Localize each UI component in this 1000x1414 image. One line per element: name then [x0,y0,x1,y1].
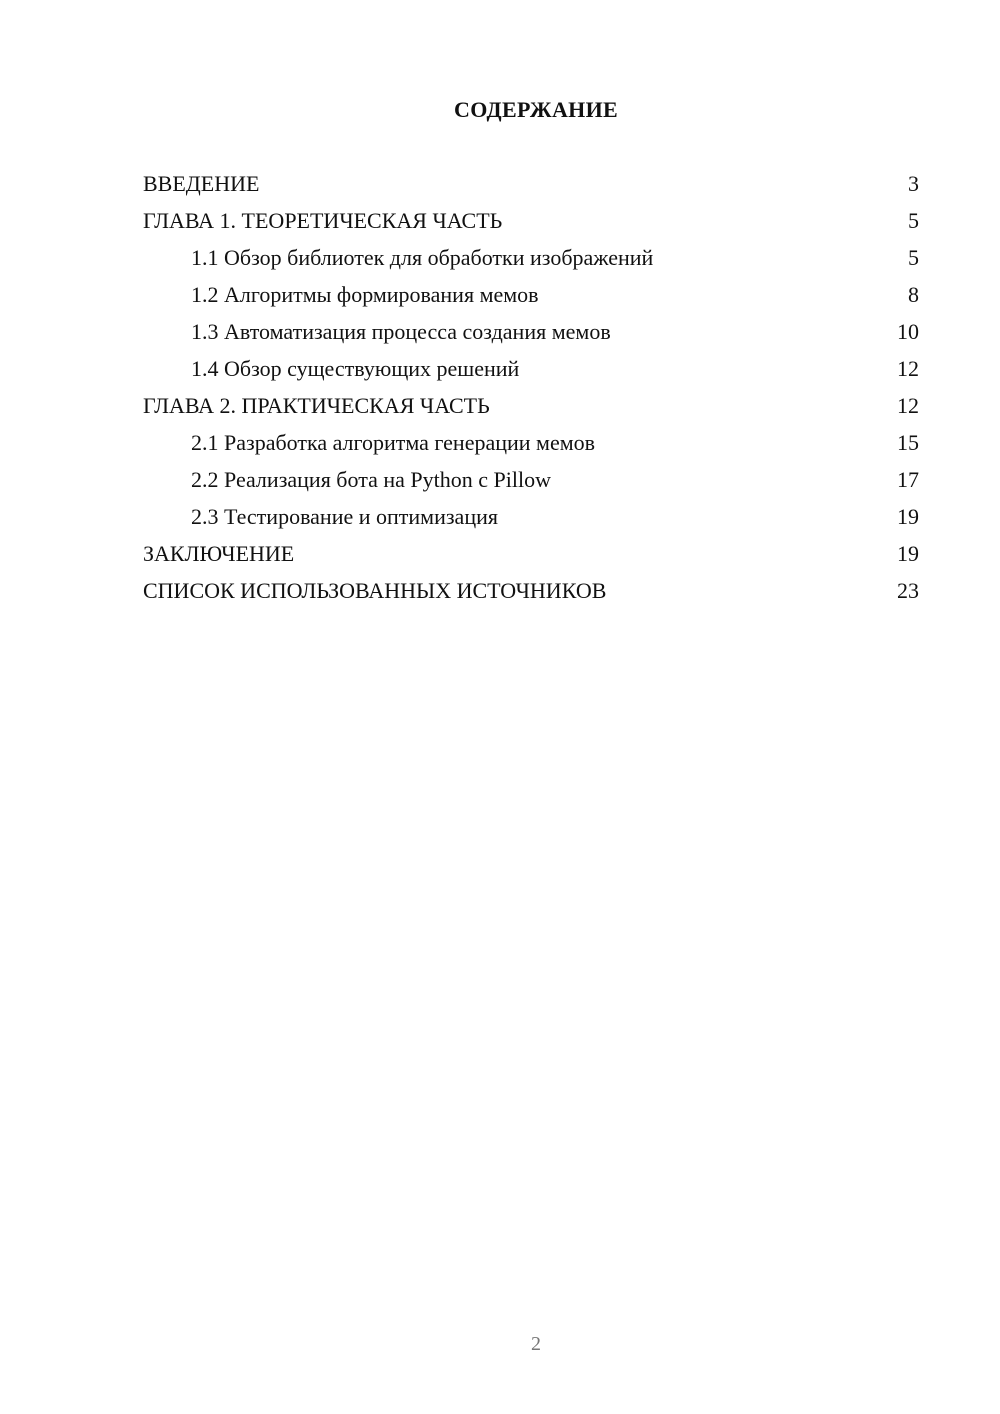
toc-entry-references [143,575,919,612]
page-number: 2 [531,1333,541,1355]
toc-entry-introduction [143,168,919,205]
toc-entry-section-2-1 [143,427,919,464]
toc-entry-chapter-2 [143,390,919,427]
toc-entry-label: СПИСОК ИСПОЛЬЗОВАННЫХ ИСТОЧНИКОВ [143,578,607,603]
toc-entry-chapter-1 [143,205,919,242]
toc-entry-page: 12 [897,393,919,418]
toc-entry-section-2-2 [143,464,919,501]
toc-entry-page: 17 [897,467,919,492]
toc-entry-label: ГЛАВА 2. ПРАКТИЧЕСКАЯ ЧАСТЬ [143,393,490,418]
page-title: СОДЕРЖАНИЕ [454,97,618,122]
toc-entry-page: 10 [897,319,919,344]
toc-entry-label: ГЛАВА 1. ТЕОРЕТИЧЕСКАЯ ЧАСТЬ [143,208,503,233]
toc-entry-label: ВВЕДЕНИЕ [143,171,260,196]
toc-entry-page: 5 [908,208,919,233]
toc-entry-label: 2.2 Реализация бота на Python с Pillow [191,467,551,492]
toc-entry-section-1-3 [143,316,919,353]
toc-entry-page: 5 [908,245,919,270]
toc-entry-page: 15 [897,430,919,455]
toc-entry-section-1-4 [143,353,919,390]
table-of-contents [143,168,919,612]
toc-entry-page: 3 [908,171,919,196]
toc-entry-section-1-1 [143,242,919,279]
toc-entry-section-1-2 [143,279,919,316]
toc-entry-section-2-3 [143,501,919,538]
toc-entry-label: 2.3 Тестирование и оптимизация [191,504,498,529]
toc-entry-page: 23 [897,578,919,603]
toc-entry-conclusion [143,538,919,575]
toc-entry-label: 1.4 Обзор существующих решений [191,356,520,381]
toc-entry-page: 19 [897,504,919,529]
toc-entry-label: ЗАКЛЮЧЕНИЕ [143,541,295,566]
toc-entry-label: 1.1 Обзор библиотек для обработки изображений [191,245,654,270]
toc-entry-page: 12 [897,356,919,381]
toc-entry-page: 8 [908,282,919,307]
toc-entry-label: 2.1 Разработка алгоритма генерации мемов [191,430,596,455]
toc-entry-label: 1.3 Автоматизация процесса создания мемов [191,319,611,344]
toc-entry-page: 19 [897,541,919,566]
toc-entry-label: 1.2 Алгоритмы формирования мемов [191,282,539,307]
